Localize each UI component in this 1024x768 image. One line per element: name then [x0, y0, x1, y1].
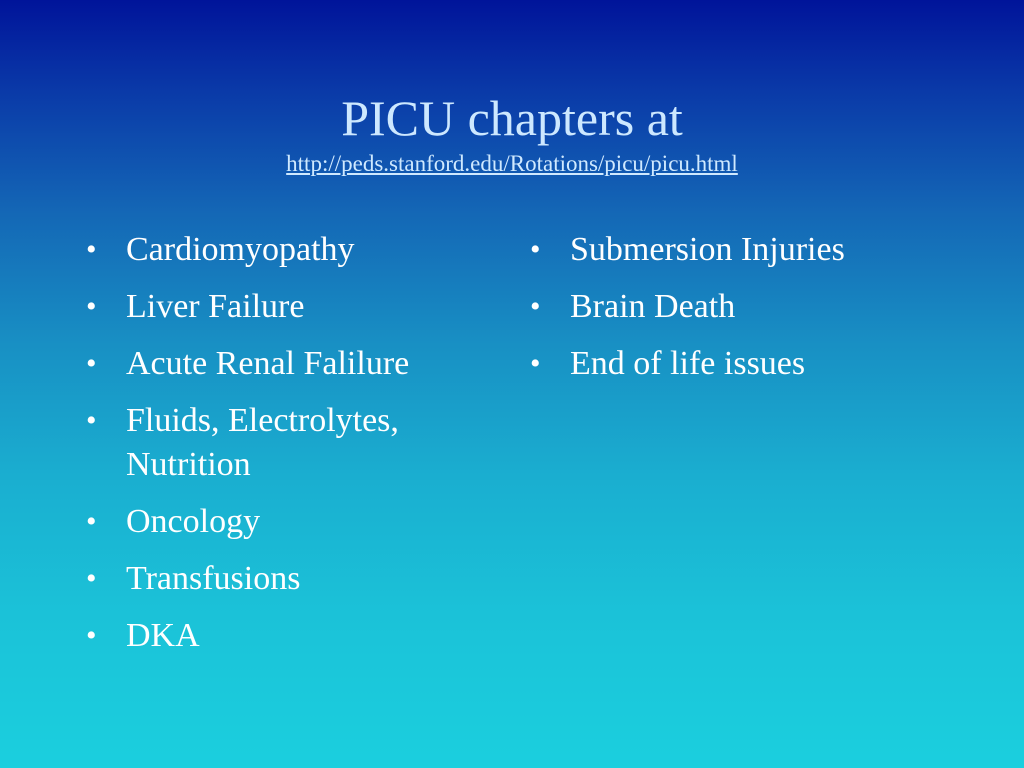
bullet-list-right [530, 228, 970, 399]
list-item [86, 285, 496, 329]
list-item-text: DKA [126, 617, 200, 654]
list-item [530, 228, 970, 272]
list-item-text: Brain Death [570, 288, 736, 325]
bullet-icon: • [86, 404, 97, 437]
bullet-icon: • [530, 233, 541, 266]
list-item-text: Transfusions [126, 560, 301, 597]
list-item [86, 228, 496, 272]
slide-title: PICU chapters at [341, 90, 683, 146]
picu-chapters-link[interactable]: http://peds.stanford.edu/Rotations/picu/picu.html [286, 151, 738, 176]
list-item [86, 614, 496, 658]
list-item [530, 285, 970, 329]
list-item [86, 557, 496, 601]
list-item [86, 342, 496, 386]
title-block [0, 88, 1024, 178]
bullet-list-left [86, 228, 496, 671]
list-item-text: Acute Renal Falilure [126, 345, 410, 382]
list-item-text: End of life issues [570, 345, 806, 382]
list-item [530, 342, 970, 386]
list-item-text: Fluids, Electrolytes, Nutrition [126, 402, 399, 483]
list-item-text: Oncology [126, 503, 261, 540]
list-item-text: Liver Failure [126, 288, 305, 325]
bullet-icon: • [86, 233, 97, 266]
list-item [86, 399, 496, 487]
bullet-icon: • [530, 347, 541, 380]
list-item [86, 500, 496, 544]
list-item-text: Cardiomyopathy [126, 231, 355, 268]
bullet-icon: • [86, 619, 97, 652]
bullet-icon: • [86, 505, 97, 538]
bullet-icon: • [86, 347, 97, 380]
bullet-icon: • [86, 290, 97, 323]
bullet-icon: • [86, 562, 97, 595]
bullet-icon: • [530, 290, 541, 323]
list-item-text: Submersion Injuries [570, 231, 845, 268]
